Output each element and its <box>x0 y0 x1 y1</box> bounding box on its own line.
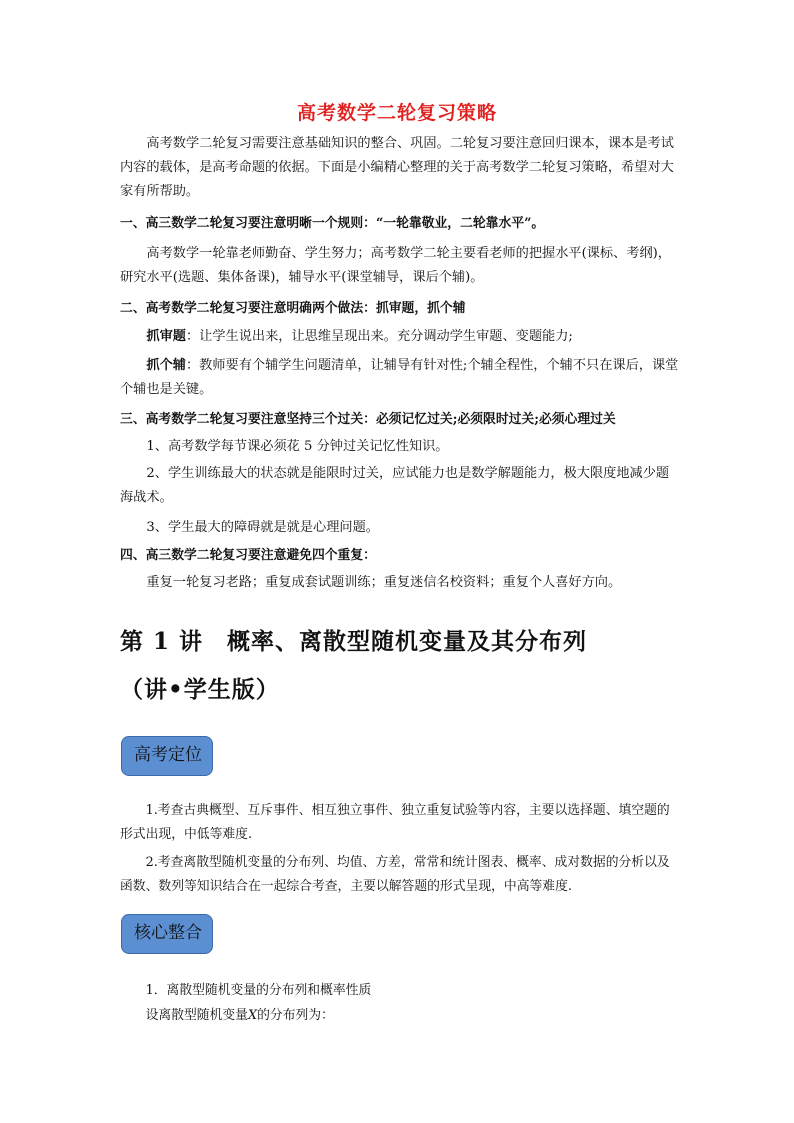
section-3-item-1: 1、高考数学每节课必须花 5 分钟过关记忆性知识。 <box>146 439 449 454</box>
core-item-1: 1．离散型随机变量的分布列和概率性质 <box>145 983 372 998</box>
core-item-2 <box>120 1004 680 1028</box>
section-2-item-1-text: ：让学生说出来，让思维呈现出来。充分调动学生审题、变题能力; <box>185 329 573 344</box>
intro-paragraph: 高考数学二轮复习需要注意基础知识的整合、巩固。二轮复习要注意回归课本，课本是考试内容的载体，是高考命题的依据。下面是小编精心整理的关于高考数学二轮复习策略，希望对大家有所帮助。 <box>120 136 674 199</box>
chapter-title-line-2: （讲•学生版） <box>120 676 280 703</box>
section-1-body: 高考数学一轮靠老师勤奋、学生努力；高考数学二轮主要看老师的把握水平(课标、考纲)，研究水平(选题、集体备课)，辅导水平(课堂辅导，课后个辅)。 <box>120 246 671 285</box>
chapter-title-line-1: 第 1 讲 概率、离散型随机变量及其分布列 <box>120 628 588 655</box>
core-item-2-pre: 设离散型随机变量 <box>145 1008 248 1023</box>
positioning-item-1: 1.考查古典概型、互斥事件、相互独立事件、独立重复试验等内容，主要以选择题、填空题的形式出现，中低等难度. <box>120 803 670 842</box>
core-item-2-variable: X <box>247 1008 258 1023</box>
page-title: 高考数学二轮复习策略 <box>296 102 497 124</box>
section-box-core-integration: 核心整合 <box>121 914 213 954</box>
section-1-heading: 一、高三数学二轮复习要注意明晰一个规则：“一轮靠敬业，二轮靠水平”。 <box>120 216 545 231</box>
section-4-body: 重复一轮复习老路；重复成套试题训练；重复迷信名校资料；重复个人喜好方向。 <box>146 575 622 590</box>
core-item-2-post: 的分布列为： <box>257 1008 334 1023</box>
section-3-item-3: 3、学生最大的障碍就是就是心理问题。 <box>146 520 379 535</box>
chapter-title <box>120 620 720 712</box>
section-2-item-2-label: 抓个辅 <box>146 358 186 373</box>
section-box-exam-positioning: 高考定位 <box>121 736 213 776</box>
section-2-item-2 <box>120 354 680 402</box>
section-2-heading: 二、高考数学二轮复习要注意明确两个做法：抓审题，抓个辅 <box>120 301 466 316</box>
section-3-item-2: 2、学生训练最大的状态就是能限时过关，应试能力也是数学解题能力，极大限度地减少题海战术。 <box>120 466 670 505</box>
section-2-item-1 <box>120 325 680 349</box>
section-2-item-1-label: 抓审题 <box>146 329 186 344</box>
section-4-heading: 四、高三数学二轮复习要注意避免四个重复： <box>120 548 376 563</box>
positioning-item-2: 2.考查离散型随机变量的分布列、均值、方差，常常和统计图表、概率、成对数据的分析以及函数、数列等知识结合在一起综合考查，主要以解答题的形式呈现，中高等难度. <box>120 855 670 894</box>
section-3-heading: 三、高考数学二轮复习要注意坚持三个过关：必须记忆过关;必须限时过关;必须心理过关 <box>120 412 616 427</box>
section-2-item-2-text: ：教师要有个辅学生问题清单，让辅导有针对性;个辅全程性，个辅不只在课后，课堂个辅也是关键。 <box>120 358 679 397</box>
